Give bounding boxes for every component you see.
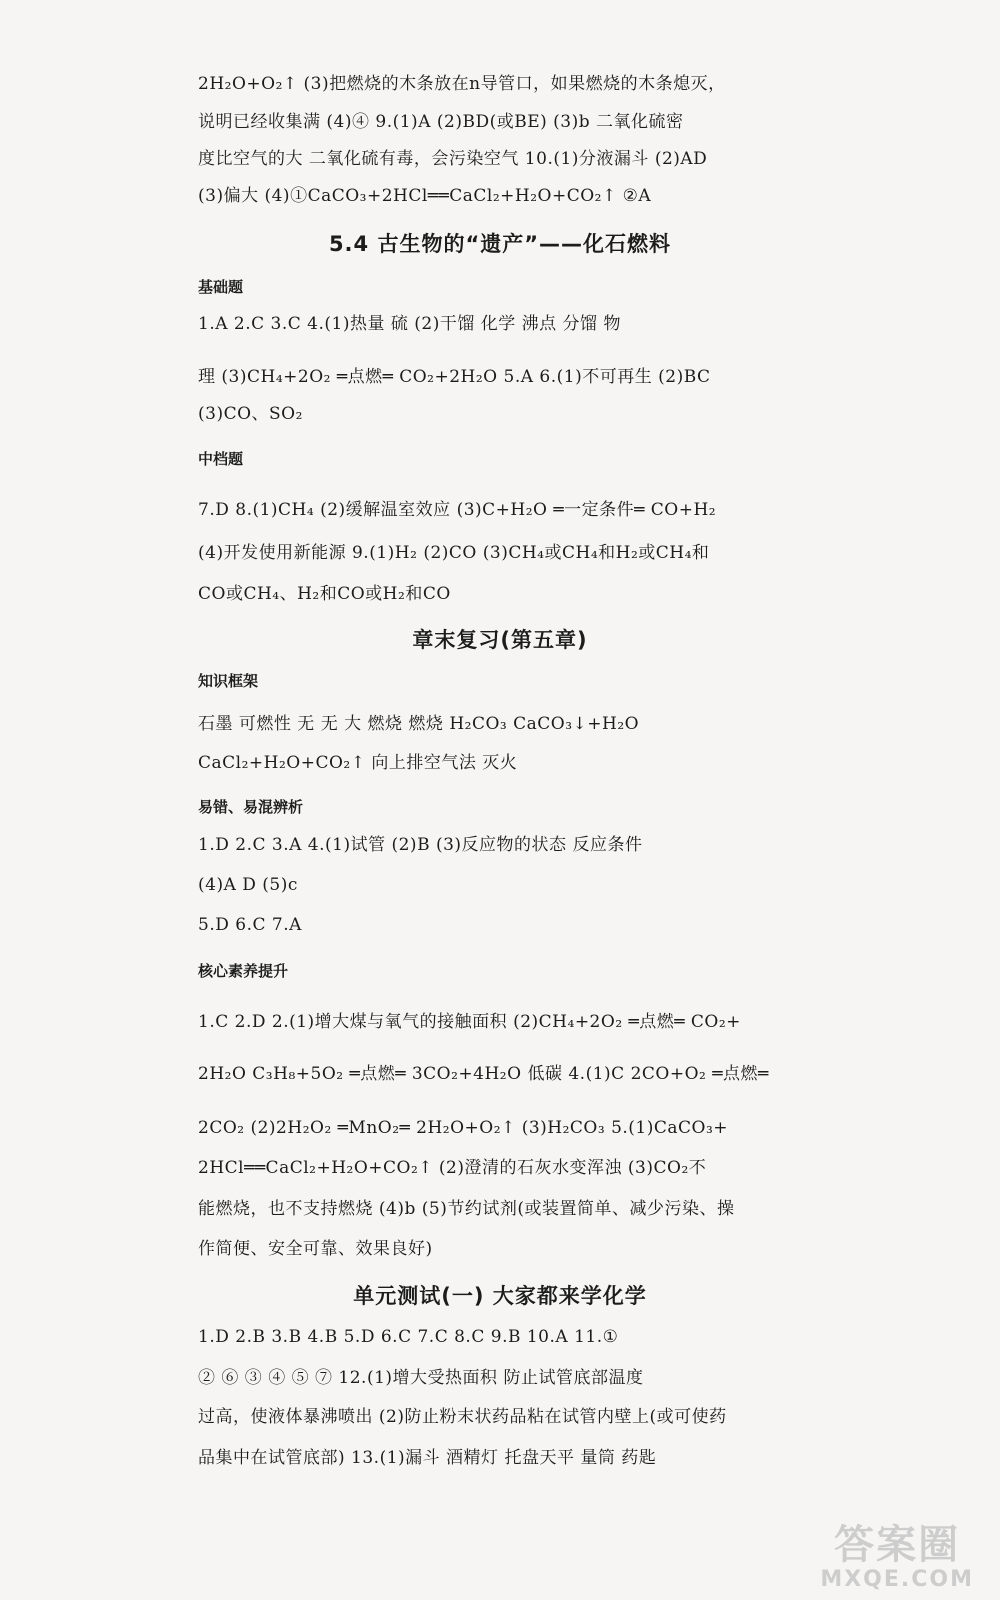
subsection-heading: 知识框架 (198, 672, 259, 690)
text-line: (3)偏大 (4)①CaCO₃+2HCl══CaCl₂+H₂O+CO₂↑ ②A (198, 186, 652, 206)
text-line: (3)CO、SO₂ (198, 404, 303, 424)
text-line: 2CO₂ (2)2H₂O₂ ═MnO₂═ 2H₂O+O₂↑ (3)H₂CO₃ 5.(1)CaCO₃+ (198, 1118, 729, 1138)
text-line: 5.D 6.C 7.A (198, 915, 302, 935)
text-line: 2H₂O+O₂↑ (3)把燃烧的木条放在n导管口，如果燃烧的木条熄灭， (198, 74, 726, 94)
text-line: 1.A 2.C 3.C 4.(1)热量 硫 (2)干馏 化学 沸点 分馏 物 (198, 314, 621, 334)
text-line: 2H₂O C₃H₈+5O₂ ═点燃═ 3CO₂+4H₂O 低碳 4.(1)C 2CO+O₂ ═点燃═ (198, 1064, 769, 1084)
text-line: (4)开发使用新能源 9.(1)H₂ (2)CO (3)CH₄或CH₄和H₂或CH₄和 (198, 543, 710, 563)
subsection-heading: 核心素养提升 (198, 962, 289, 980)
section-heading: 章末复习(第五章) (412, 628, 588, 652)
text-line: 度比空气的大 二氧化硫有毒，会污染空气 10.(1)分液漏斗 (2)AD (198, 149, 708, 169)
site-watermark (820, 1523, 974, 1592)
text-line: 品集中在试管底部) 13.(1)漏斗 酒精灯 托盘天平 量筒 药匙 (198, 1448, 657, 1468)
text-line: 1.D 2.B 3.B 4.B 5.D 6.C 7.C 8.C 9.B 10.A 11.① (198, 1327, 619, 1347)
text-line: 说明已经收集满 (4)④ 9.(1)A (2)BD(或BE) (3)b 二氧化硫密 (198, 112, 684, 132)
text-line: ② ⑥ ③ ④ ⑤ ⑦ 12.(1)增大受热面积 防止试管底部温度 (198, 1368, 644, 1388)
text-line: 1.D 2.C 3.A 4.(1)试管 (2)B (3)反应物的状态 反应条件 (198, 835, 643, 855)
text-line: 过高，使液体暴沸喷出 (2)防止粉末状药品粘在试管内壁上(或可使药 (198, 1407, 727, 1427)
text-line: 1.C 2.D 2.(1)增大煤与氧气的接触面积 (2)CH₄+2O₂ ═点燃═ CO₂+ (198, 1012, 741, 1032)
text-line: 2HCl══CaCl₂+H₂O+CO₂↑ (2)澄清的石灰水变浑浊 (3)CO₂不 (198, 1158, 707, 1178)
subsection-heading: 基础题 (198, 278, 244, 296)
text-line: 能燃烧，也不支持燃烧 (4)b (5)节约试剂(或装置简单、减少污染、操 (198, 1199, 735, 1219)
subsection-heading: 中档题 (198, 450, 244, 468)
watermark-logo: 答案圈 (834, 1522, 961, 1568)
watermark-url: MXQE.COM (820, 1567, 974, 1592)
text-line: (4)A D (5)c (198, 875, 298, 895)
text-line: 7.D 8.(1)CH₄ (2)缓解温室效应 (3)C+H₂O ═一定条件═ CO+H₂ (198, 500, 717, 520)
text-line: CO或CH₄、H₂和CO或H₂和CO (198, 584, 451, 604)
section-heading: 单元测试(一) 大家都来学化学 (353, 1284, 647, 1308)
text-line: 理 (3)CH₄+2O₂ ═点燃═ CO₂+2H₂O 5.A 6.(1)不可再生 (2)BC (198, 367, 711, 387)
text-line: CaCl₂+H₂O+CO₂↑ 向上排空气法 灭火 (198, 753, 518, 773)
text-line: 石墨 可燃性 无 无 大 燃烧 燃烧 H₂CO₃ CaCO₃↓+H₂O (198, 714, 640, 734)
text-line: 作简便、安全可靠、效果良好) (198, 1239, 433, 1259)
section-heading: 5.4 古生物的“遗产”——化石燃料 (328, 232, 672, 256)
subsection-heading: 易错、易混辨析 (198, 798, 304, 816)
